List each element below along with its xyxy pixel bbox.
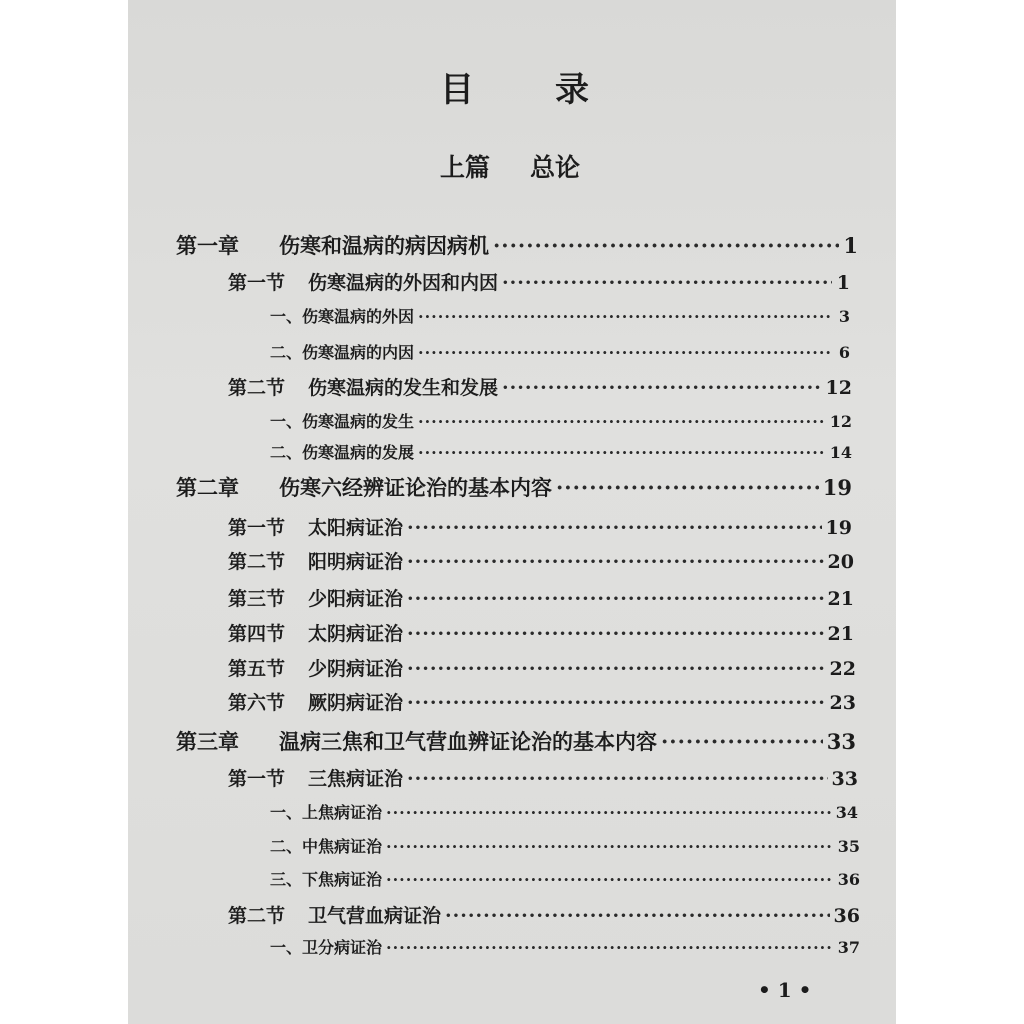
entry-page-number: 21 xyxy=(827,623,854,645)
toc-entry-section[interactable] xyxy=(228,584,854,611)
toc-entry-section[interactable] xyxy=(228,373,852,400)
dot-leader xyxy=(386,870,834,889)
dot-leader xyxy=(386,837,834,856)
entry-title: 少阳病证治 xyxy=(308,588,404,610)
dot-leader xyxy=(386,803,832,822)
entry-label: 第一节 xyxy=(228,768,286,790)
entry-title: 伤寒温病的外因 xyxy=(302,307,415,326)
toc-entry-section[interactable] xyxy=(228,901,860,928)
entry-label: 第二节 xyxy=(228,377,286,399)
dot-leader xyxy=(407,517,822,539)
dot-leader xyxy=(502,377,822,399)
dot-leader xyxy=(407,588,824,610)
entry-label: 二、 xyxy=(270,443,303,462)
toc-entry-chapter-3[interactable] xyxy=(176,726,856,756)
toc-entry-subsection[interactable] xyxy=(270,304,850,327)
entry-title: 伤寒和温病的病因病机 xyxy=(279,233,489,258)
entry-page-number: 33 xyxy=(826,729,856,754)
entry-title: 太阳病证治 xyxy=(308,517,404,539)
entry-label: 第二节 xyxy=(228,905,286,927)
part-label: 上篇 xyxy=(440,153,491,182)
entry-title: 上焦病证治 xyxy=(302,803,383,822)
book-page xyxy=(128,0,896,1024)
toc-entry-section[interactable] xyxy=(228,513,852,540)
entry-page-number: 33 xyxy=(831,768,858,790)
entry-title: 太阴病证治 xyxy=(308,623,404,645)
toc-entry-subsection[interactable] xyxy=(270,409,852,432)
entry-page-number: 6 xyxy=(838,343,850,362)
dot-leader xyxy=(493,233,839,258)
toc-entry-section[interactable] xyxy=(228,619,854,646)
dot-leader xyxy=(418,307,832,326)
entry-page-number: 37 xyxy=(837,938,860,957)
entry-title: 卫分病证治 xyxy=(302,938,383,957)
entry-page-number: 34 xyxy=(835,803,858,822)
entry-page-number: 14 xyxy=(829,443,852,462)
entry-title: 伤寒温病的发展 xyxy=(302,443,415,462)
dot-leader xyxy=(407,692,826,714)
entry-page-number: 19 xyxy=(825,517,852,539)
entry-title: 少阴病证治 xyxy=(308,658,404,680)
entry-page-number: 1 xyxy=(843,233,858,258)
dot-leader xyxy=(502,272,832,294)
toc-entry-subsection[interactable] xyxy=(270,800,858,823)
heading-char-1: 目 xyxy=(440,70,476,110)
entry-label: 第一节 xyxy=(228,272,286,294)
dot-leader xyxy=(418,443,826,462)
entry-title: 中焦病证治 xyxy=(302,837,383,856)
entry-label: 一、 xyxy=(270,412,303,431)
toc-entry-subsection[interactable] xyxy=(270,935,860,958)
entry-page-number: 36 xyxy=(837,870,860,889)
toc-entry-subsection[interactable] xyxy=(270,834,860,857)
part-title: 总论 xyxy=(530,153,581,182)
entry-label: 一、 xyxy=(270,803,303,822)
dot-leader xyxy=(556,475,819,500)
toc-entry-section[interactable] xyxy=(228,654,856,681)
entry-page-number: 1 xyxy=(836,272,850,294)
toc-entry-section[interactable] xyxy=(228,268,850,295)
toc-entry-subsection[interactable] xyxy=(270,340,850,363)
entry-label: 二、 xyxy=(270,343,303,362)
entry-page-number: 20 xyxy=(827,551,854,573)
entry-page-number: 36 xyxy=(833,905,860,927)
entry-label: 第三章 xyxy=(176,729,239,754)
entry-page-number: 22 xyxy=(829,658,856,680)
entry-label: 二、 xyxy=(270,837,303,856)
dot-leader xyxy=(407,623,824,645)
dot-leader xyxy=(445,905,830,927)
entry-label: 第一节 xyxy=(228,517,286,539)
toc-entry-subsection[interactable] xyxy=(270,440,852,463)
entry-label: 一、 xyxy=(270,307,303,326)
entry-page-number: 35 xyxy=(837,837,860,856)
toc-entry-section[interactable] xyxy=(228,547,854,574)
entry-label: 一、 xyxy=(270,938,303,957)
entry-page-number: 21 xyxy=(827,588,854,610)
entry-title: 三焦病证治 xyxy=(308,768,404,790)
entry-page-number: 3 xyxy=(838,307,850,326)
dot-leader xyxy=(407,551,824,573)
toc-entry-section[interactable] xyxy=(228,764,858,791)
toc-entry-section[interactable] xyxy=(228,688,856,715)
entry-title: 伤寒温病的发生和发展 xyxy=(308,377,499,399)
entry-title: 伤寒温病的发生 xyxy=(302,412,415,431)
heading-char-2: 录 xyxy=(555,70,591,110)
entry-label: 第四节 xyxy=(228,623,286,645)
entry-label: 第六节 xyxy=(228,692,286,714)
dot-leader xyxy=(386,938,834,957)
entry-title: 阳明病证治 xyxy=(308,551,404,573)
entry-label: 三、 xyxy=(270,870,303,889)
entry-label: 第五节 xyxy=(228,658,286,680)
entry-title: 伤寒六经辨证论治的基本内容 xyxy=(279,475,552,500)
dot-leader xyxy=(407,658,826,680)
dot-leader xyxy=(418,343,832,362)
dot-leader xyxy=(661,729,823,754)
entry-title: 温病三焦和卫气营血辨证论治的基本内容 xyxy=(279,729,657,754)
entry-label: 第二节 xyxy=(228,551,286,573)
entry-title: 下焦病证治 xyxy=(302,870,383,889)
entry-label: 第三节 xyxy=(228,588,286,610)
entry-page-number: 19 xyxy=(822,475,852,500)
entry-label: 第二章 xyxy=(176,475,239,500)
dot-leader xyxy=(418,412,826,431)
entry-title: 伤寒温病的外因和内因 xyxy=(308,272,499,294)
toc-entry-chapter-2[interactable] xyxy=(176,472,852,502)
toc-entry-chapter-1[interactable] xyxy=(176,230,858,260)
toc-entry-subsection[interactable] xyxy=(270,867,860,890)
entry-title: 卫气营血病证治 xyxy=(308,905,442,927)
entry-title: 厥阴病证治 xyxy=(308,692,404,714)
entry-label: 第一章 xyxy=(176,233,239,258)
page-number-footer: • 1 • xyxy=(758,978,812,1002)
entry-page-number: 12 xyxy=(829,412,852,431)
dot-leader xyxy=(407,768,828,790)
entry-page-number: 12 xyxy=(825,377,852,399)
entry-title: 伤寒温病的内因 xyxy=(302,343,415,362)
entry-page-number: 23 xyxy=(829,692,856,714)
